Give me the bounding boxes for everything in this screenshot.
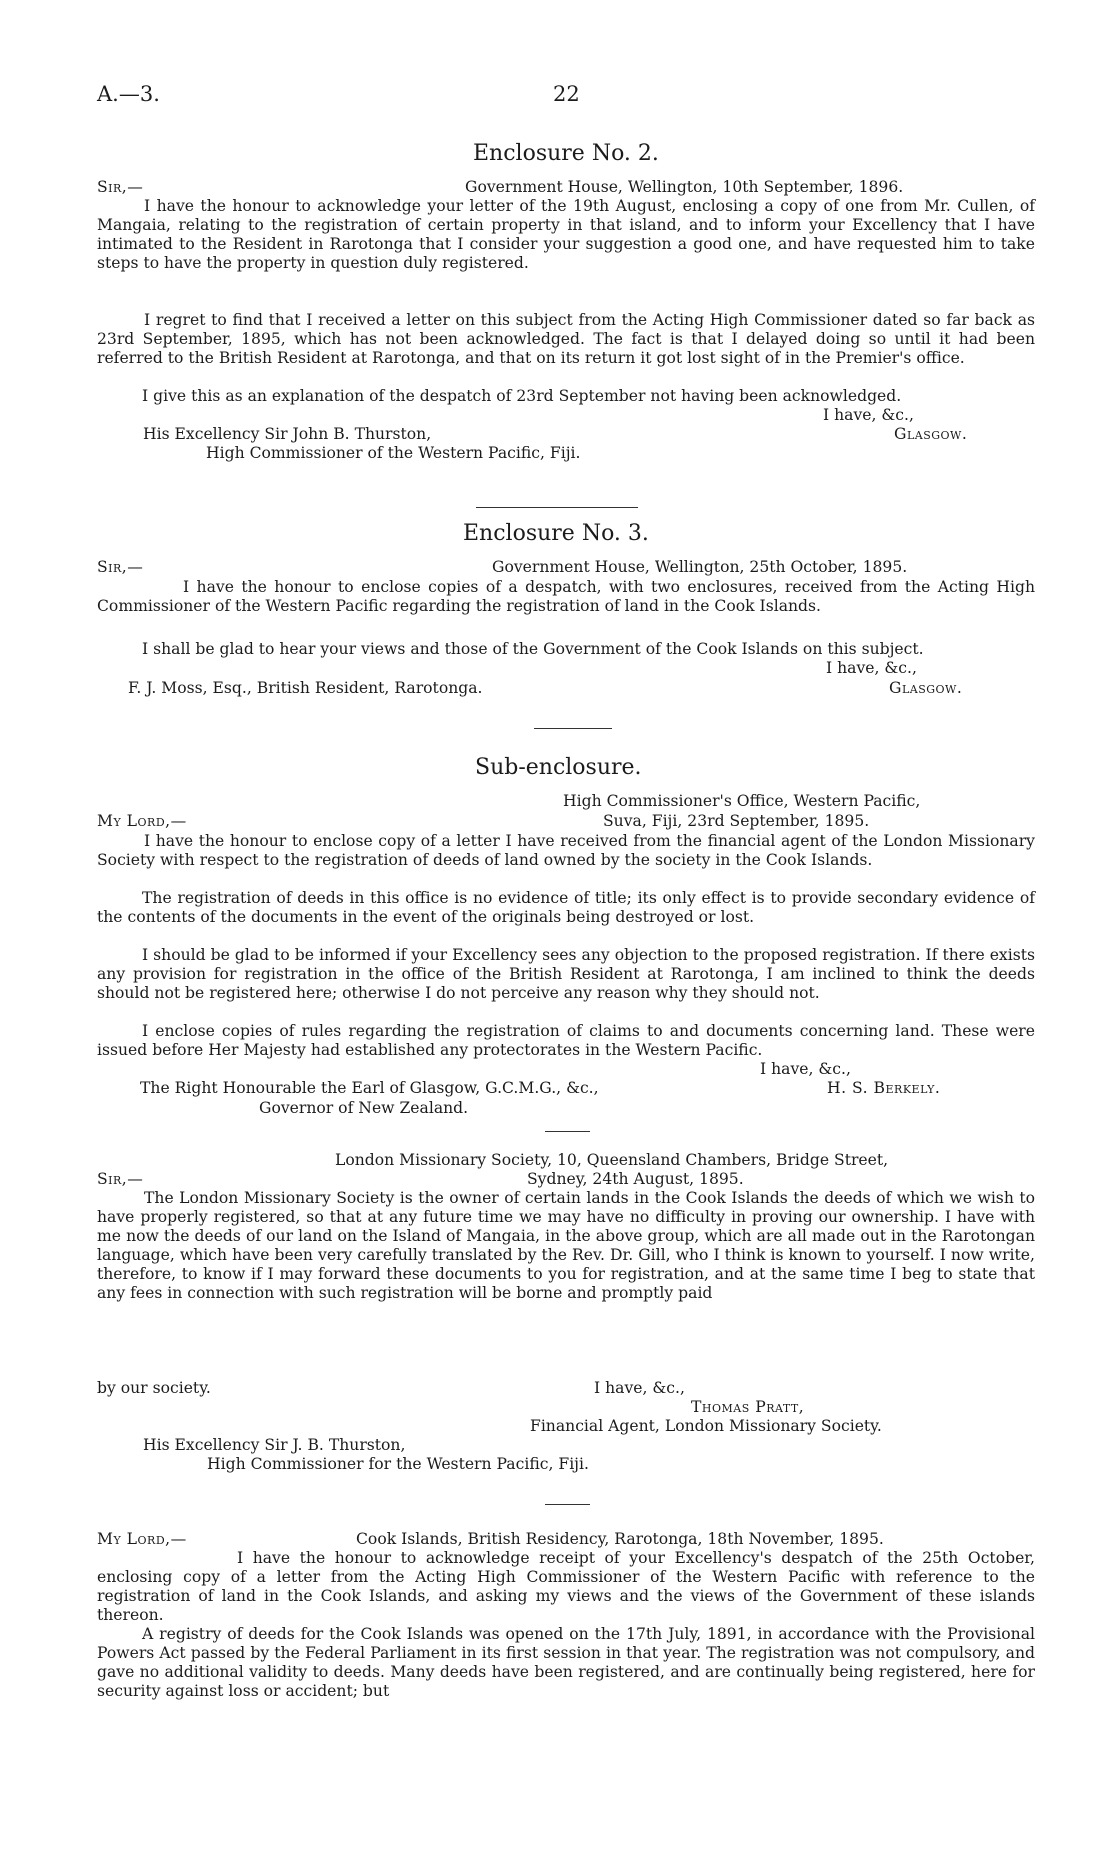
letter-divider-1 — [545, 1131, 590, 1132]
enclosure-3-paragraph-2: I shall be glad to hear your views and those of the Government of the Cook Islands on this subject. — [142, 640, 924, 658]
enclosure-2-paragraph-2: I regret to find that I received a letter on this subject from the Acting High Commissioner dated so far back as 23rd September, 1895, which has not been acknowledged. The fact is that I delayed doing so until it had been referred to the British Resident at Rarotonga, and that on its return it got lost sight of in the Premier's office. — [97, 311, 1035, 367]
subenclosure-closing: I have, &c., — [760, 1060, 851, 1078]
enclosure-2-addressee-line-2: High Commissioner of the Western Pacific, Fiji. — [206, 444, 581, 462]
subenclosure-paragraph-2: The registration of deeds in this office is no evidence of title; its only effect is to provide secondary evidence of the contents of the documents in the event of the originals being destroyed or lost. — [97, 889, 1035, 926]
lms-paragraph-1: The London Missionary Society is the owner of certain lands in the Cook Islands the deeds of which we wish to have properly registered, so that at any future time we may have no difficulty in proving our ownership. I have with me now the deeds of our land on the Island of Mangaia, in the above group, which are all made out in the Rarotongan language, which have been very carefully translated by the Rev. Dr. Gill, who I think is known to yourself. I now write, therefore, to know if I may forward these documents to you for registration, and at the same time I beg to state that any fees in connection with such registration will be borne and promptly paid — [97, 1189, 1035, 1302]
enclosure-3-closing: I have, &c., — [826, 659, 917, 677]
page-number: 22 — [553, 82, 580, 106]
section-divider — [476, 507, 638, 508]
enclosure-2-closing: I have, &c., — [823, 406, 914, 424]
section-divider-short — [534, 728, 612, 729]
lms-signature: Thomas Pratt, — [691, 1398, 805, 1416]
enclosure-2-paragraph-3: I give this as an explanation of the despatch of 23rd September not having been acknowledged. — [142, 387, 902, 405]
subenclosure-salutation: My Lord,— — [97, 812, 187, 830]
residency-dateline: Cook Islands, British Residency, Rarotonga, 18th November, 1895. — [356, 1530, 884, 1548]
subenclosure-signature: H. S. Berkely. — [827, 1079, 941, 1097]
enclosure-3-addressee: F. J. Moss, Esq., British Resident, Rarotonga. — [128, 679, 483, 697]
letter-divider-2 — [545, 1504, 590, 1505]
subenclosure-title: Sub-enclosure. — [475, 755, 642, 780]
lms-closing: I have, &c., — [594, 1379, 685, 1397]
subenclosure-paragraph-3: I should be glad to be informed if your Excellency sees any objection to the proposed registration. If there exists any provision for registration in the office of the British Resident at Rarotonga, I am inclined to think the deeds should not be registered here; otherwise I do not perceive any reason why they should not. — [97, 946, 1035, 1002]
subenclosure-addressee-line-2: Governor of New Zealand. — [259, 1099, 469, 1117]
residency-salutation: My Lord,— — [97, 1530, 187, 1548]
lms-last-line: by our society. — [97, 1379, 211, 1397]
subenclosure-dateline: Suva, Fiji, 23rd September, 1895. — [603, 812, 870, 830]
lms-address-line: London Missionary Society, 10, Queensland Chambers, Bridge Street, — [335, 1151, 889, 1169]
lms-signature-title: Financial Agent, London Missionary Society. — [530, 1417, 882, 1435]
residency-paragraph-2: A registry of deeds for the Cook Islands was opened on the 17th July, 1891, in accordance with the Provisional Powers Act passed by the Federal Parliament in its first session in that year. The registration was not compulsory, and gave no additional validity to deeds. Many deeds have been registered, and are continually being registered, here for security against loss or accident; but — [97, 1625, 1035, 1700]
subenclosure-addressee-line-1: The Right Honourable the Earl of Glasgow, G.C.M.G., &c., — [140, 1079, 599, 1097]
document-reference: A.—3. — [97, 82, 160, 106]
enclosure-2-addressee-line-1: His Excellency Sir John B. Thurston, — [143, 425, 432, 443]
lms-addressee-line-2: High Commissioner for the Western Pacific, Fiji. — [207, 1455, 589, 1473]
enclosure-2-signature: Glasgow. — [894, 425, 968, 443]
enclosure-3-paragraph-1: I have the honour to enclose copies of a despatch, with two enclosures, received from the Acting High Commissioner of the Western Pacific regarding the registration of land in the Cook Islands. — [97, 578, 1035, 615]
lms-salutation: Sir,— — [97, 1170, 144, 1188]
enclosure-2-dateline: Government House, Wellington, 10th September, 1896. — [465, 178, 904, 196]
enclosure-2-title: Enclosure No. 2. — [473, 141, 659, 166]
enclosure-2-paragraph-1: I have the honour to acknowledge your letter of the 19th August, enclosing a copy of one from Mr. Cullen, of Mangaia, relating to the registration of certain property in that island, and to inform your Excellency that I have intimated to the Resident in Rarotonga that I consider your suggestion a good one, and have requested him to take steps to have the property in question duly registered. — [97, 197, 1035, 272]
lms-addressee-line-1: His Excellency Sir J. B. Thurston, — [143, 1436, 406, 1454]
subenclosure-paragraph-1: I have the honour to enclose copy of a letter I have received from the financial agent of the London Missionary Society with respect to the registration of deeds of land owned by the society in the Cook Islands. — [97, 832, 1035, 869]
subenclosure-office-line: High Commissioner's Office, Western Pacific, — [563, 792, 921, 810]
enclosure-3-salutation: Sir,— — [97, 558, 144, 576]
subenclosure-paragraph-4: I enclose copies of rules regarding the registration of claims to and documents concerning land. These were issued before Her Majesty had established any protectorates in the Western Pacific. — [97, 1022, 1035, 1059]
enclosure-2-salutation: Sir,— — [97, 178, 144, 196]
enclosure-3-signature: Glasgow. — [889, 679, 963, 697]
enclosure-3-dateline: Government House, Wellington, 25th October, 1895. — [492, 558, 908, 576]
lms-dateline: Sydney, 24th August, 1895. — [527, 1170, 744, 1188]
residency-paragraph-1: I have the honour to acknowledge receipt of your Excellency's despatch of the 25th October, enclosing copy of a letter from the Acting High Commissioner of the Western Pacific with reference to the registration of land in the Cook Islands, and asking my views and the views of the Government of these islands thereon. — [97, 1549, 1035, 1624]
enclosure-3-title: Enclosure No. 3. — [463, 521, 649, 546]
